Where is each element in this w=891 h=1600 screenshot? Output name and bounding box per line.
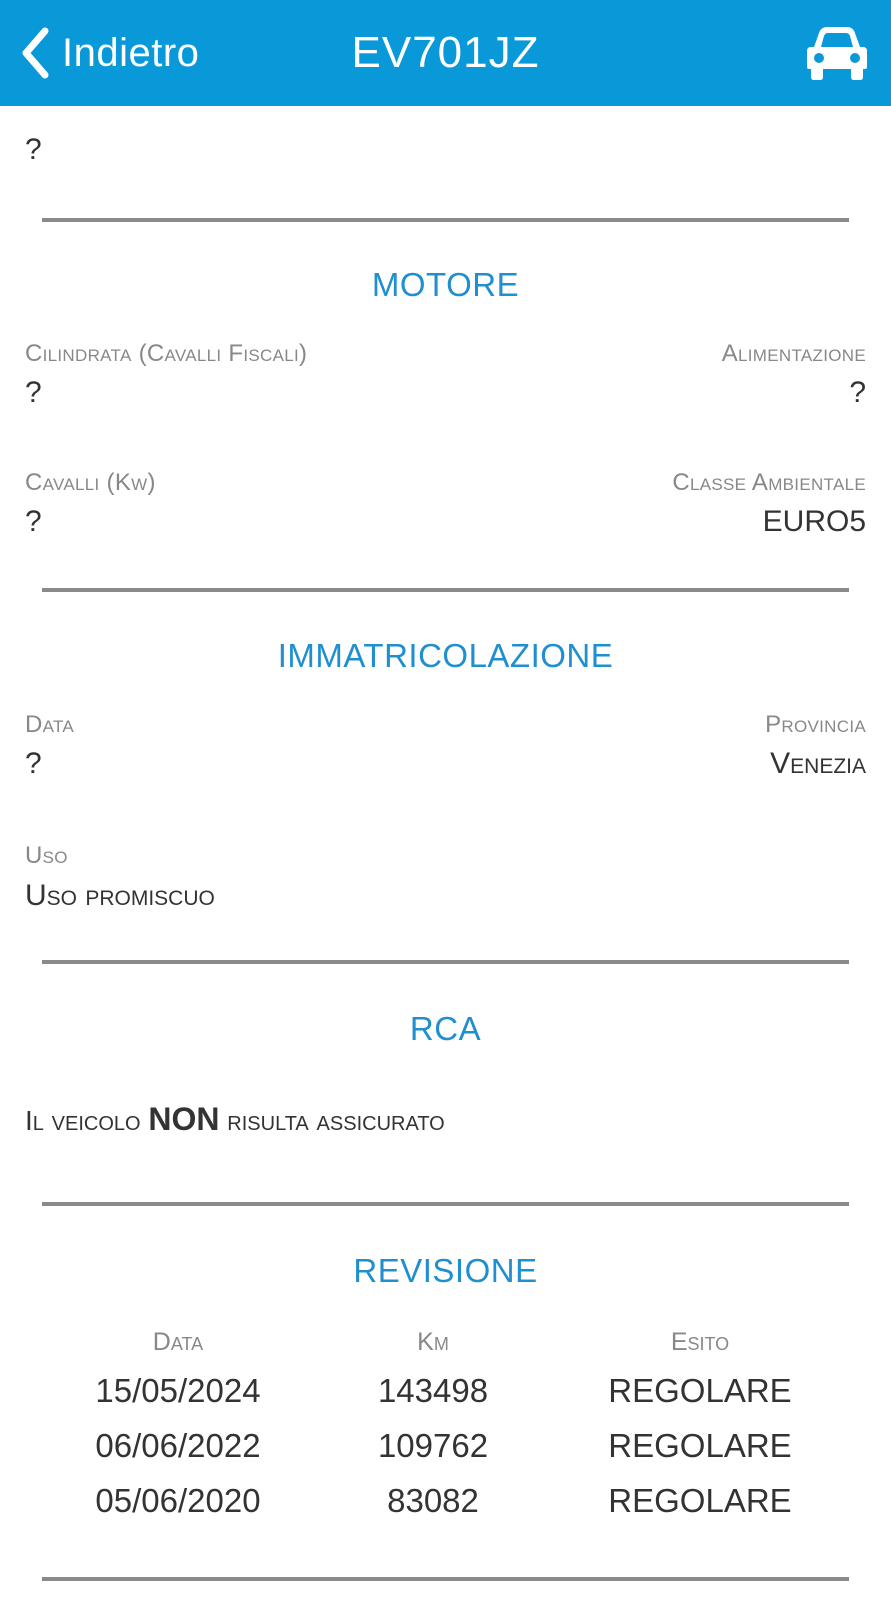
revisione-header-esito: Esito [670, 1328, 730, 1356]
cilindrata-label: Cilindrata (Cavalli Fiscali) [25, 340, 308, 367]
uso-label: Uso [25, 842, 68, 869]
alimentazione-label: Alimentazione [721, 340, 866, 367]
cavalli-label: Cavalli (Kw) [25, 469, 156, 496]
provincia-value: Venezia [770, 747, 866, 780]
back-button-label: Indietro [62, 30, 200, 75]
rca-status-text [25, 1101, 445, 1138]
divider [42, 960, 849, 964]
revisione-km: 143498 [377, 1372, 489, 1409]
data-label: Data [25, 711, 75, 738]
provincia-label: Provincia [765, 711, 866, 738]
revisione-km: 83082 [387, 1482, 479, 1519]
divider [42, 1202, 849, 1206]
revisione-esito: REGOLARE [608, 1372, 792, 1409]
divider [42, 218, 849, 222]
revisione-date: 06/06/2022 [95, 1427, 261, 1464]
section-title-motore: MOTORE [371, 266, 520, 303]
uso-value: Uso promiscuo [25, 879, 215, 912]
divider [42, 588, 849, 592]
alimentazione-value: ? [849, 376, 866, 409]
car-button[interactable] [805, 25, 869, 81]
data-value: ? [25, 747, 42, 780]
car-icon [805, 25, 869, 81]
rca-text-before: Il veicolo [25, 1105, 149, 1136]
cavalli-value: ? [25, 505, 42, 538]
revisione-km: 109762 [377, 1427, 489, 1464]
section-title-immatricolazione: IMMATRICOLAZIONE [277, 637, 614, 674]
section-title-rca: RCA [409, 1010, 482, 1047]
rca-text-bold: NON [148, 1101, 220, 1137]
classe-ambientale-value: EURO5 [762, 505, 866, 538]
classe-ambientale-label: Classe Ambientale [672, 469, 866, 496]
header-bar [0, 0, 891, 106]
revisione-header-km: Km [417, 1328, 449, 1356]
divider [42, 1577, 849, 1581]
revisione-esito: REGOLARE [608, 1482, 792, 1519]
page-title: EV701JZ [351, 28, 540, 77]
section-title-revisione: REVISIONE [353, 1252, 538, 1289]
revisione-date: 15/05/2024 [95, 1372, 261, 1409]
revisione-date: 05/06/2020 [95, 1482, 261, 1519]
revisione-header-data: Data [152, 1328, 204, 1356]
revisione-esito: REGOLARE [608, 1427, 792, 1464]
rca-text-after: risulta assicurato [219, 1105, 445, 1136]
cilindrata-value: ? [25, 376, 42, 409]
top-value: ? [25, 133, 42, 166]
